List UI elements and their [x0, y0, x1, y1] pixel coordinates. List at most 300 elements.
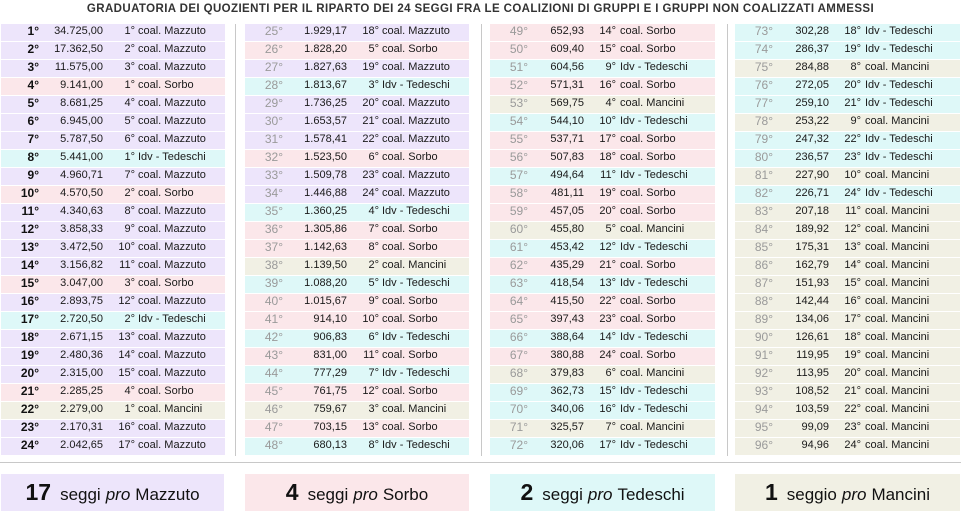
group-cell: coal. Mancini — [865, 169, 930, 181]
group-cell: Idv - Tedeschi — [620, 115, 688, 127]
group-cell: Idv - Tedeschi — [620, 385, 688, 397]
rank-cell: 9° — [27, 168, 39, 182]
seat-number-cell: 16° — [599, 403, 616, 415]
quotient-cell: 3.156,82 — [60, 259, 103, 271]
ranking-column-3 — [490, 24, 715, 456]
quotient-cell: 3.472,50 — [60, 241, 103, 253]
rank-cell: 3° — [27, 60, 39, 74]
seat-number-cell: 16° — [599, 79, 616, 91]
quotient-cell: 325,57 — [550, 421, 584, 433]
rank-cell: 69° — [509, 384, 528, 398]
seat-number-cell: 21° — [362, 115, 379, 127]
group-cell: Idv - Tedeschi — [138, 313, 206, 325]
group-cell: coal. Mancini — [865, 115, 930, 127]
rank-cell: 60° — [509, 222, 528, 236]
rank-cell: 87° — [754, 276, 773, 290]
seat-number-cell: 6° — [368, 331, 379, 343]
rank-cell: 48° — [264, 438, 283, 452]
seat-number-cell: 20° — [599, 205, 616, 217]
quotient-cell: 189,92 — [795, 223, 829, 235]
quotient-cell: 247,32 — [795, 133, 829, 145]
group-cell: coal. Mancini — [865, 313, 930, 325]
quotient-cell: 286,37 — [795, 43, 829, 55]
table-row — [1, 402, 225, 419]
seat-number-cell: 12° — [118, 295, 135, 307]
table-row — [735, 276, 960, 293]
table-row — [490, 60, 715, 77]
group-cell: coal. Sorbo — [620, 259, 676, 271]
quotient-cell: 2.480,36 — [60, 349, 103, 361]
quotient-cell: 831,00 — [313, 349, 347, 361]
quotient-cell: 9.141,00 — [60, 79, 103, 91]
group-cell: coal. Mazzuto — [138, 115, 206, 127]
table-row — [245, 384, 469, 401]
quotient-cell: 8.681,25 — [60, 97, 103, 109]
seat-number-cell: 11° — [363, 349, 379, 361]
seat-number-cell: 15° — [118, 367, 135, 379]
group-cell: coal. Mazzuto — [138, 43, 206, 55]
table-row — [245, 420, 469, 437]
seat-number-cell: 8° — [368, 439, 379, 451]
quotient-cell: 571,31 — [550, 79, 584, 91]
table-row — [490, 42, 715, 59]
seat-number-cell: 6° — [368, 151, 379, 163]
table-row — [1, 96, 225, 113]
ranking-column-1 — [1, 24, 225, 456]
group-cell: coal. Sorbo — [382, 43, 438, 55]
rank-cell: 33° — [264, 168, 283, 182]
quotient-cell: 6.945,00 — [60, 115, 103, 127]
seat-number-cell: 5° — [368, 277, 379, 289]
summary-divider — [0, 462, 961, 463]
seat-number-cell: 17° — [118, 439, 135, 451]
table-row — [735, 348, 960, 365]
column-divider — [727, 24, 728, 456]
table-row — [735, 312, 960, 329]
column-divider — [481, 24, 482, 456]
rank-cell: 90° — [754, 330, 773, 344]
quotient-cell: 284,88 — [795, 61, 829, 73]
group-cell: coal. Mancini — [865, 277, 930, 289]
table-row — [735, 384, 960, 401]
quotient-cell: 397,43 — [550, 313, 584, 325]
seat-number-cell: 22° — [844, 403, 861, 415]
quotient-cell: 777,29 — [313, 367, 347, 379]
group-name: Mancini — [871, 485, 931, 504]
group-cell: Idv - Tedeschi — [138, 151, 206, 163]
table-row — [490, 96, 715, 113]
ranking-column-2 — [245, 24, 469, 456]
seat-number-cell: 23° — [844, 421, 861, 433]
rank-cell: 77° — [754, 96, 773, 110]
rank-cell: 85° — [754, 240, 773, 254]
seat-number-cell: 13° — [599, 277, 616, 289]
table-row — [245, 240, 469, 257]
seat-number-cell: 9° — [124, 223, 135, 235]
group-cell: coal. Mazzuto — [138, 259, 206, 271]
group-cell: coal. Sorbo — [620, 151, 676, 163]
group-cell: Idv - Tedeschi — [620, 241, 688, 253]
table-row — [245, 60, 469, 77]
group-cell: coal. Sorbo — [138, 79, 194, 91]
table-row — [735, 258, 960, 275]
quotient-cell: 99,09 — [801, 421, 829, 433]
table-row — [245, 438, 469, 455]
quotient-cell: 151,93 — [795, 277, 829, 289]
seat-number-cell: 5° — [124, 115, 135, 127]
table-row — [245, 330, 469, 347]
table-row — [1, 276, 225, 293]
rank-cell: 8° — [27, 150, 39, 164]
table-row — [245, 186, 469, 203]
group-cell: coal. Sorbo — [620, 295, 676, 307]
rank-cell: 94° — [754, 402, 773, 416]
group-cell: coal. Mazzuto — [138, 133, 206, 145]
seat-count: 1 — [764, 479, 778, 505]
seat-number-cell: 2° — [368, 259, 379, 271]
group-cell: coal. Sorbo — [382, 385, 438, 397]
seat-number-cell: 19° — [599, 187, 616, 199]
pro-word: pro — [105, 485, 131, 504]
group-cell: Idv - Tedeschi — [865, 187, 933, 199]
table-row — [1, 114, 225, 131]
table-row — [245, 204, 469, 221]
table-row — [490, 258, 715, 275]
group-cell: coal. Mancini — [865, 241, 930, 253]
rank-cell: 75° — [754, 60, 773, 74]
table-row — [735, 186, 960, 203]
table-row — [735, 150, 960, 167]
seat-number-cell: 22° — [844, 133, 861, 145]
group-cell: coal. Mazzuto — [138, 331, 206, 343]
seat-number-cell: 21° — [599, 259, 616, 271]
table-row — [490, 222, 715, 239]
table-row — [245, 78, 469, 95]
quotient-cell: 1.736,25 — [304, 97, 347, 109]
rank-cell: 31° — [264, 132, 283, 146]
seat-number-cell: 23° — [599, 313, 616, 325]
table-row — [735, 42, 960, 59]
group-cell: coal. Sorbo — [620, 133, 676, 145]
seat-number-cell: 14° — [844, 259, 861, 271]
rank-cell: 51° — [509, 60, 528, 74]
group-cell: Idv - Tedeschi — [382, 79, 450, 91]
total-tedeschi — [490, 474, 715, 511]
group-cell: coal. Mazzuto — [138, 295, 206, 307]
table-row — [1, 24, 225, 41]
group-cell: coal. Mancini — [138, 403, 203, 415]
seat-number-cell: 7° — [368, 223, 379, 235]
rank-cell: 52° — [509, 78, 528, 92]
table-row — [735, 438, 960, 455]
rank-cell: 5° — [27, 96, 39, 110]
rank-cell: 86° — [754, 258, 773, 272]
group-cell: coal. Mazzuto — [382, 187, 450, 199]
page-title: GRADUATORIA DEI QUOZIENTI PER IL RIPARTO DEI 24 SEGGI FRA LE COALIZIONI DI GRUPPI E I GRUPPI NON COALIZZATI AMMESSI — [86, 3, 875, 15]
table-row — [245, 366, 469, 383]
quotient-cell: 418,54 — [550, 277, 584, 289]
rank-cell: 44° — [264, 366, 283, 380]
group-cell: coal. Sorbo — [382, 421, 438, 433]
quotient-cell: 1.523,50 — [304, 151, 347, 163]
group-name: Sorbo — [382, 485, 429, 504]
table-row — [245, 24, 469, 41]
group-cell: coal. Mazzuto — [138, 241, 206, 253]
quotient-cell: 2.285,25 — [60, 385, 103, 397]
seat-number-cell: 4° — [124, 385, 135, 397]
ranking-column-4 — [735, 24, 960, 456]
rank-cell: 23° — [20, 420, 39, 434]
quotient-cell: 362,73 — [550, 385, 584, 397]
table-row — [490, 132, 715, 149]
column-divider — [235, 24, 236, 456]
rank-cell: 21° — [20, 384, 39, 398]
group-cell: coal. Mazzuto — [138, 205, 206, 217]
table-row — [1, 258, 225, 275]
group-cell: Idv - Tedeschi — [620, 403, 688, 415]
group-cell: coal. Mancini — [865, 403, 930, 415]
seat-number-cell: 9° — [368, 295, 379, 307]
rank-cell: 16° — [20, 294, 39, 308]
group-cell: coal. Mazzuto — [138, 223, 206, 235]
rank-cell: 66° — [509, 330, 528, 344]
group-cell: coal. Mancini — [382, 403, 447, 415]
quotient-cell: 302,28 — [795, 25, 829, 37]
group-cell: coal. Sorbo — [620, 349, 676, 361]
group-cell: Idv - Tedeschi — [865, 133, 933, 145]
seat-number-cell: 1° — [124, 151, 135, 163]
rank-cell: 2° — [27, 42, 39, 56]
quotient-cell: 906,83 — [313, 331, 347, 343]
quotient-cell: 259,10 — [795, 97, 829, 109]
group-cell: coal. Mancini — [620, 97, 685, 109]
quotient-cell: 5.787,50 — [60, 133, 103, 145]
group-cell: Idv - Tedeschi — [620, 331, 688, 343]
seat-number-cell: 8° — [850, 61, 861, 73]
rank-cell: 74° — [754, 42, 773, 56]
seat-number-cell: 24° — [599, 349, 616, 361]
seat-number-cell: 11° — [119, 259, 135, 271]
quotient-cell: 1.929,17 — [304, 25, 347, 37]
pro-word: pro — [587, 485, 613, 504]
table-row — [1, 330, 225, 347]
group-cell: coal. Mazzuto — [138, 439, 206, 451]
quotient-cell: 1.509,78 — [304, 169, 347, 181]
quotient-cell: 507,83 — [550, 151, 584, 163]
quotient-cell: 34.725,00 — [54, 25, 103, 37]
table-row — [735, 294, 960, 311]
group-cell: coal. Mazzuto — [138, 169, 206, 181]
quotient-cell: 1.305,86 — [304, 223, 347, 235]
group-cell: coal. Mancini — [865, 421, 930, 433]
quotient-cell: 226,71 — [795, 187, 829, 199]
seat-number-cell: 2° — [124, 43, 135, 55]
seat-number-cell: 7° — [368, 367, 379, 379]
rank-cell: 96° — [754, 438, 773, 452]
table-row — [1, 222, 225, 239]
group-cell: Idv - Tedeschi — [865, 97, 933, 109]
seat-number-cell: 9° — [850, 115, 861, 127]
table-row — [1, 438, 225, 455]
table-row — [1, 348, 225, 365]
quotient-cell: 481,11 — [551, 187, 584, 199]
quotient-cell: 544,10 — [550, 115, 584, 127]
seat-number-cell: 11° — [845, 205, 861, 217]
table-row — [245, 258, 469, 275]
seat-number-cell: 16° — [844, 295, 861, 307]
table-row — [735, 24, 960, 41]
quotient-cell: 103,59 — [795, 403, 829, 415]
table-row — [245, 150, 469, 167]
rank-cell: 72° — [509, 438, 528, 452]
table-row — [1, 312, 225, 329]
quotient-cell: 388,64 — [550, 331, 584, 343]
group-cell: coal. Mancini — [620, 367, 685, 379]
rank-cell: 30° — [264, 114, 283, 128]
group-cell: coal. Mazzuto — [138, 367, 206, 379]
seats-word: seggi — [307, 485, 349, 504]
rank-cell: 59° — [509, 204, 528, 218]
rank-cell: 18° — [20, 330, 39, 344]
quotient-cell: 435,29 — [550, 259, 584, 271]
rank-cell: 34° — [264, 186, 283, 200]
table-row — [1, 42, 225, 59]
group-cell: coal. Mazzuto — [138, 97, 206, 109]
rank-cell: 11° — [21, 204, 39, 218]
total-mancini — [735, 474, 960, 511]
group-cell: coal. Sorbo — [620, 187, 676, 199]
group-cell: Idv - Tedeschi — [382, 439, 450, 451]
quotient-cell: 537,71 — [550, 133, 584, 145]
quotient-cell: 4.570,50 — [60, 187, 103, 199]
group-cell: coal. Mazzuto — [138, 61, 206, 73]
seat-number-cell: 3° — [368, 403, 379, 415]
quotient-cell: 11.575,00 — [54, 61, 103, 73]
rank-cell: 29° — [264, 96, 283, 110]
seats-word: seggi — [542, 485, 583, 504]
seat-number-cell: 2° — [124, 313, 135, 325]
quotient-cell: 604,56 — [550, 61, 584, 73]
seat-number-cell: 3° — [368, 79, 379, 91]
rank-cell: 82° — [754, 186, 773, 200]
rank-cell: 68° — [509, 366, 528, 380]
group-cell: Idv - Tedeschi — [865, 43, 933, 55]
group-cell: Idv - Tedeschi — [865, 25, 933, 37]
table-row — [735, 204, 960, 221]
group-cell: coal. Sorbo — [382, 313, 438, 325]
table-row — [735, 402, 960, 419]
seat-count: 4 — [285, 479, 299, 505]
quotient-cell: 2.042,65 — [60, 439, 103, 451]
seat-number-cell: 1° — [124, 79, 135, 91]
table-row — [735, 366, 960, 383]
quotient-cell: 3.858,33 — [60, 223, 103, 235]
table-row — [245, 402, 469, 419]
quotient-cell: 761,75 — [313, 385, 347, 397]
rank-cell: 50° — [509, 42, 528, 56]
group-cell: coal. Sorbo — [382, 223, 438, 235]
group-cell: coal. Sorbo — [620, 25, 676, 37]
group-cell: coal. Mancini — [865, 205, 930, 217]
group-cell: Idv - Tedeschi — [620, 439, 688, 451]
rank-cell: 47° — [264, 420, 283, 434]
seat-number-cell: 20° — [844, 367, 861, 379]
group-cell: coal. Sorbo — [382, 151, 438, 163]
table-row — [1, 240, 225, 257]
rank-cell: 42° — [264, 330, 283, 344]
group-cell: coal. Sorbo — [382, 295, 438, 307]
rank-cell: 81° — [754, 168, 773, 182]
seats-word: seggio — [786, 485, 837, 504]
table-row — [490, 420, 715, 437]
rank-cell: 28° — [264, 78, 283, 92]
seat-number-cell: 15° — [844, 277, 861, 289]
table-row — [490, 204, 715, 221]
table-row — [490, 348, 715, 365]
table-row — [490, 312, 715, 329]
table-row — [735, 114, 960, 131]
table-row — [245, 114, 469, 131]
quotient-cell: 1.828,20 — [304, 43, 347, 55]
group-cell: coal. Mancini — [865, 367, 930, 379]
seat-number-cell: 1° — [124, 403, 135, 415]
rank-cell: 54° — [509, 114, 528, 128]
seat-number-cell: 19° — [362, 61, 379, 73]
seat-number-cell: 18° — [599, 151, 616, 163]
seat-number-cell: 10° — [362, 313, 379, 325]
group-cell: coal. Mancini — [620, 421, 685, 433]
group-cell: coal. Mazzuto — [382, 115, 450, 127]
table-row — [1, 150, 225, 167]
rank-cell: 25° — [264, 24, 283, 38]
quotient-cell: 1.578,41 — [304, 133, 347, 145]
group-cell: Idv - Tedeschi — [865, 151, 933, 163]
table-row — [1, 420, 225, 437]
pro-word: pro — [841, 485, 867, 504]
table-row — [490, 168, 715, 185]
quotient-cell: 236,57 — [795, 151, 829, 163]
group-cell: coal. Sorbo — [620, 313, 676, 325]
seat-number-cell: 18° — [362, 25, 379, 37]
seat-number-cell: 19° — [844, 349, 861, 361]
group-cell: coal. Mazzuto — [382, 25, 450, 37]
table-row — [490, 438, 715, 455]
seat-number-cell: 6° — [605, 367, 616, 379]
table-row — [735, 330, 960, 347]
seat-number-cell: 14° — [599, 25, 616, 37]
quotient-cell: 914,10 — [313, 313, 347, 325]
quotient-cell: 142,44 — [795, 295, 829, 307]
group-cell: Idv - Tedeschi — [382, 277, 450, 289]
group-cell: coal. Mancini — [865, 259, 930, 271]
table-row — [490, 276, 715, 293]
group-name: Tedeschi — [617, 485, 685, 504]
quotient-cell: 4.340,63 — [60, 205, 103, 217]
rank-cell: 67° — [509, 348, 528, 362]
seat-number-cell: 17° — [599, 133, 616, 145]
seat-number-cell: 24° — [844, 439, 861, 451]
rank-cell: 83° — [754, 204, 773, 218]
group-cell: coal. Mazzuto — [382, 169, 450, 181]
rank-cell: 6° — [27, 114, 39, 128]
quotient-cell: 415,50 — [550, 295, 584, 307]
quotient-cell: 119,95 — [796, 349, 829, 361]
seat-number-cell: 16° — [118, 421, 135, 433]
group-cell: coal. Mancini — [620, 223, 685, 235]
table-row — [735, 96, 960, 113]
quotient-cell: 272,05 — [795, 79, 829, 91]
rank-cell: 55° — [509, 132, 528, 146]
